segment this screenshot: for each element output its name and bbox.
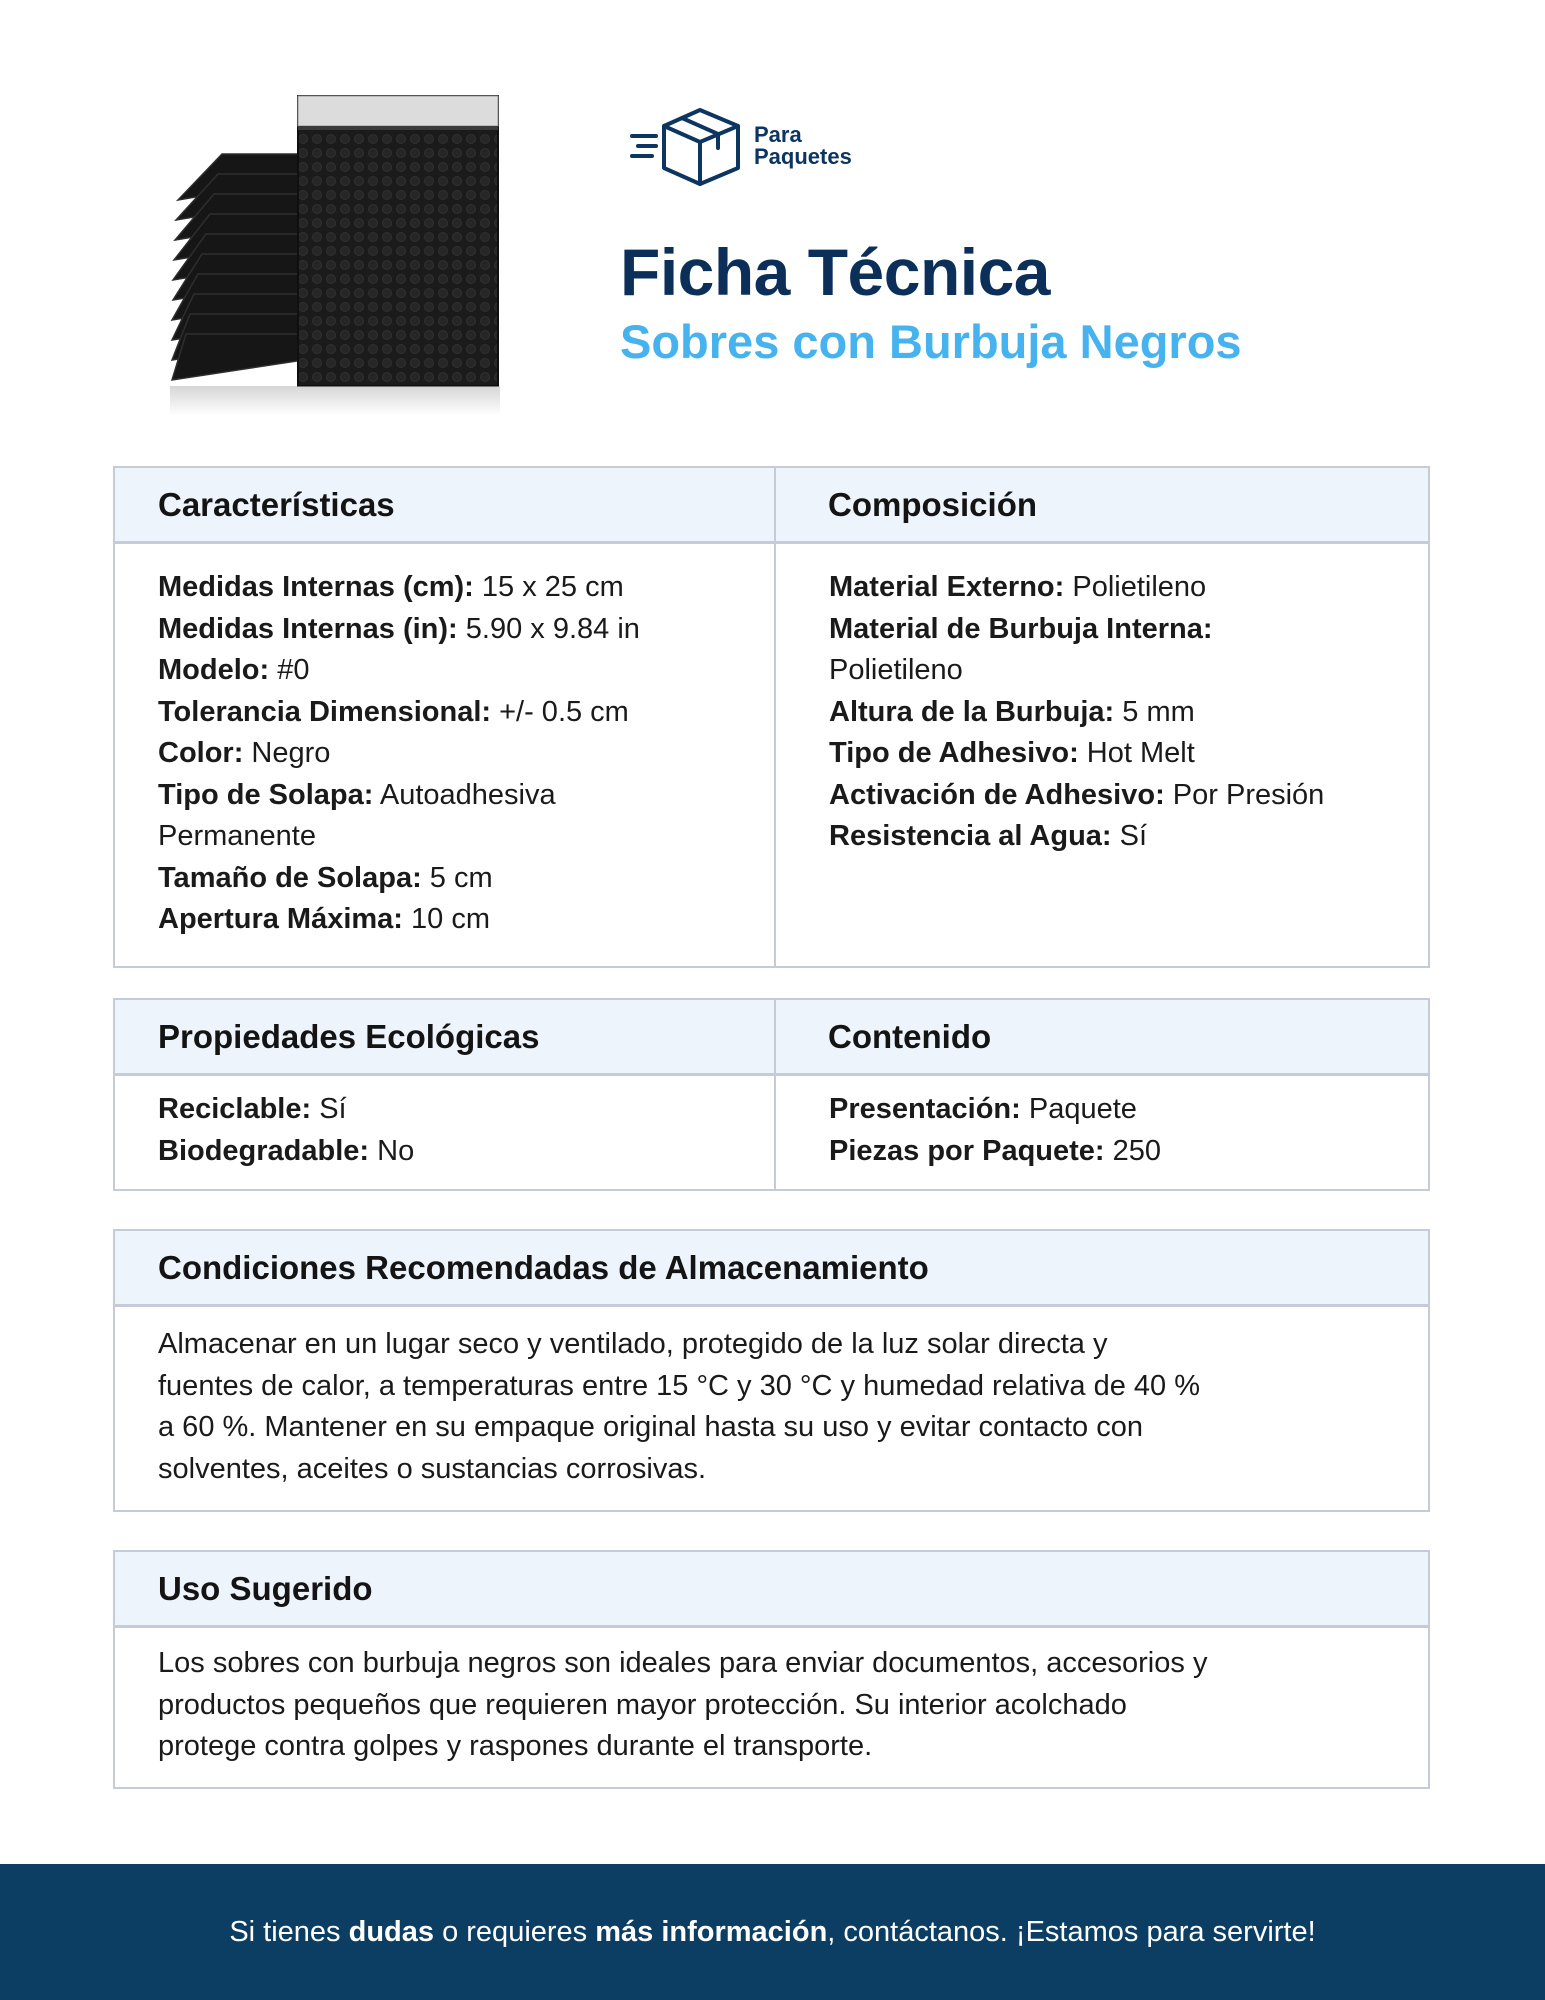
list-item: Permanente [158,820,316,852]
page-title: Ficha Técnica [620,235,1051,309]
list-item: Tipo de Adhesivo: Hot Melt [829,737,1195,769]
text-line: Almacenar en un lugar seco y ventilado, protegido de la luz solar directa y [158,1328,1108,1360]
eco-content-table [113,998,1430,1191]
list-item: Color: Negro [158,737,331,769]
storage-section [113,1229,1430,1512]
almacenamiento-heading: Condiciones Recomendadas de Almacenamiento [158,1248,929,1286]
list-item: Medidas Internas (in): 5.90 x 9.84 in [158,612,640,645]
list-item: Material de Burbuja Interna: [829,612,1213,645]
list-item: Medidas Internas (cm): 15 x 25 cm [158,571,624,603]
contenido-list [776,1076,1428,1189]
brand-name-line1: Para [754,122,802,147]
list-item: Polietileno [829,654,963,686]
text-line: solventes, aceites o sustancias corrosivas. [158,1452,707,1485]
suggested-use-section [113,1550,1430,1789]
box-logo-icon [630,104,742,188]
composicion-heading: Composición [828,485,1038,523]
footer-text: Si tienes dudas o requieres más información, contáctanos. ¡Estamos para servirte! [229,1915,1316,1948]
uso-heading: Uso Sugerido [158,1569,373,1607]
list-item: Material Externo: Polietileno [829,571,1207,603]
brand-name-line2: Paquetes [754,144,852,169]
composicion-list [776,544,1428,966]
text-line: protege contra golpes y raspones durante el transporte. [158,1730,873,1762]
specs-table [113,466,1430,968]
list-item: Modelo: #0 [158,654,310,686]
text-line: a 60 %. Mantener en su empaque original hasta su uso y evitar contacto con [158,1411,1143,1443]
text-line: Los sobres con burbuja negros son ideales para enviar documentos, accesorios y [158,1647,1208,1679]
contenido-heading: Contenido [828,1017,992,1055]
list-item: Tipo de Solapa: Autoadhesiva [158,778,556,811]
list-item: Apertura Máxima: 10 cm [158,903,490,935]
list-item: Tolerancia Dimensional: +/- 0.5 cm [158,695,629,728]
list-item: Altura de la Burbuja: 5 mm [829,695,1195,728]
text-line: productos pequeños que requieren mayor protección. Su interior acolchado [158,1688,1127,1721]
caracteristicas-list [115,544,776,966]
bubble-mailer-stack-image [170,90,510,420]
list-item: Biodegradable: No [158,1134,415,1167]
list-item: Tamaño de Solapa: 5 cm [158,861,493,894]
list-item: Reciclable: Sí [158,1093,347,1125]
list-item: Resistencia al Agua: Sí [829,820,1148,852]
uso-text [115,1628,1428,1768]
brand-logo [630,104,852,188]
caracteristicas-heading: Características [115,468,776,541]
ecologicas-heading: Propiedades Ecológicas [115,1000,776,1073]
contact-footer [0,1864,1545,2000]
text-line: fuentes de calor, a temperaturas entre 15 °C y 30 °C y humedad relativa de 40 % [158,1369,1201,1402]
page-subtitle: Sobres con Burbuja Negros [620,315,1242,368]
list-item: Piezas por Paquete: 250 [829,1134,1162,1167]
list-item: Activación de Adhesivo: Por Presión [829,778,1325,811]
ecologicas-list [115,1076,776,1189]
list-item: Presentación: Paquete [829,1093,1137,1125]
almacenamiento-text [115,1307,1428,1490]
